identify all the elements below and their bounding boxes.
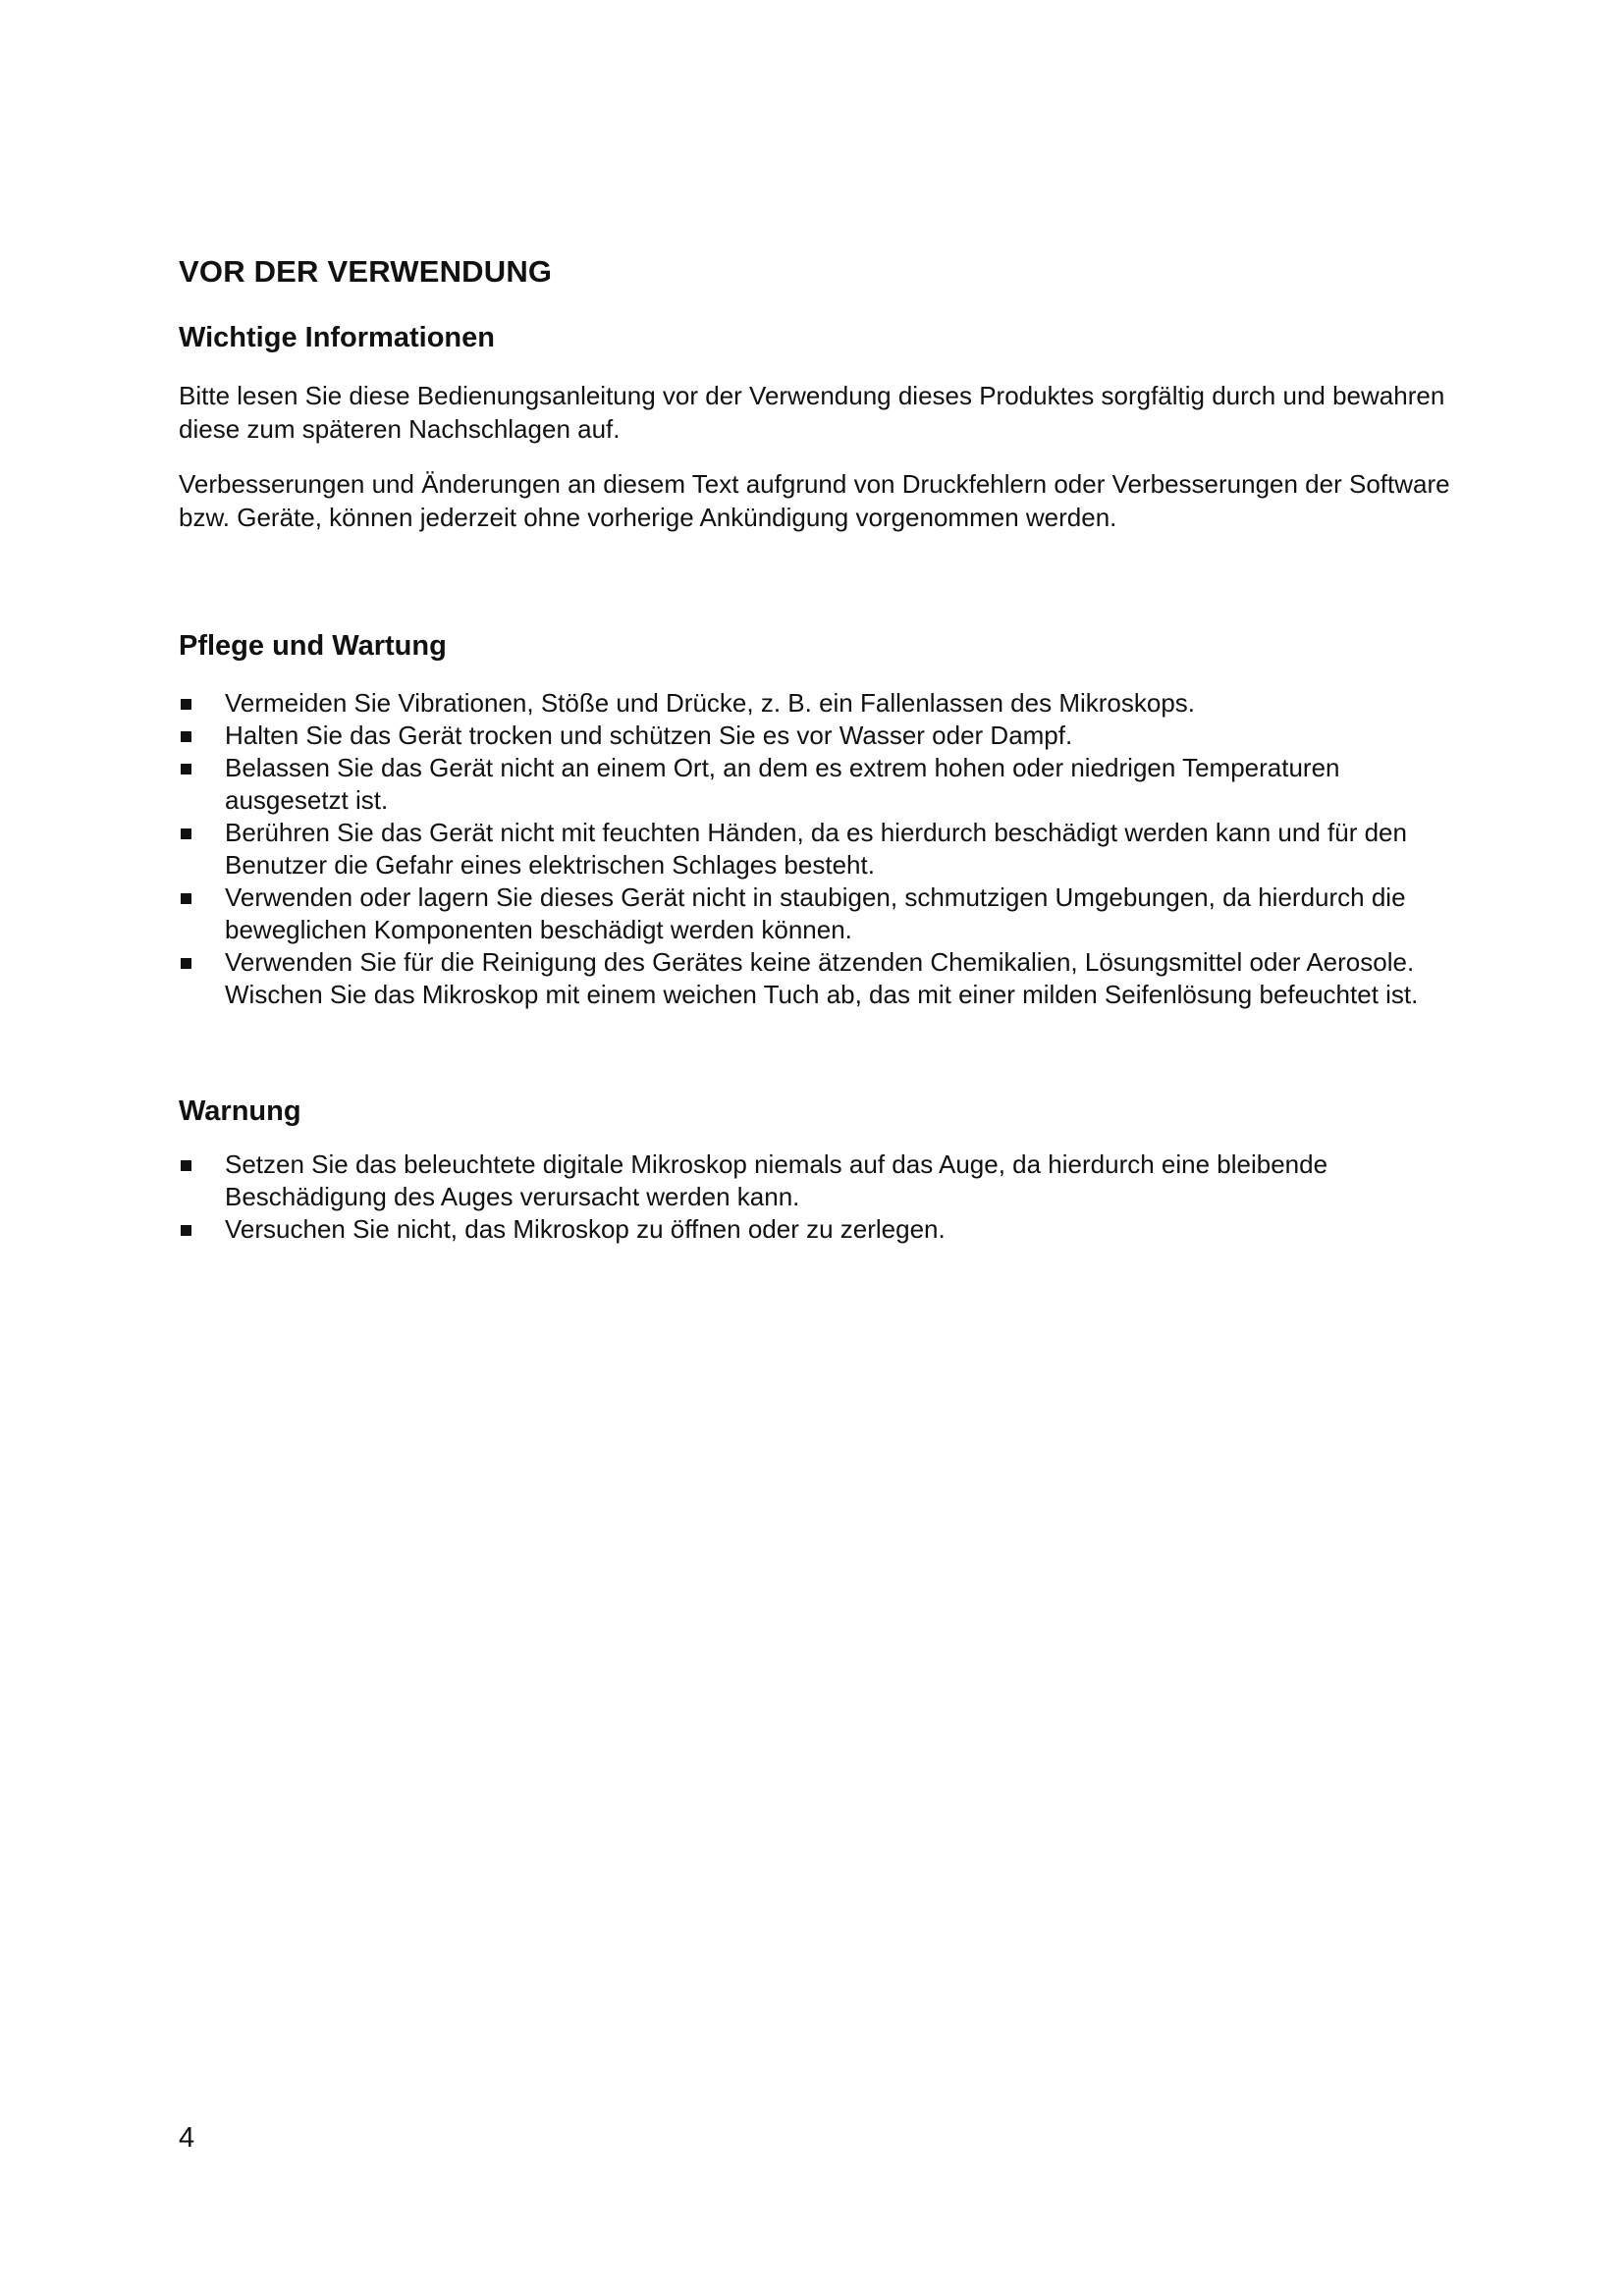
section-heading-pflege-und-wartung: Pflege und Wartung — [179, 630, 447, 662]
bullet-square-icon — [181, 1225, 191, 1236]
section-heading-warnung: Warnung — [179, 1095, 301, 1127]
list-item — [179, 946, 1455, 1011]
list-item-text: Belassen Sie das Gerät nicht an einem Ort, an dem es extrem hohen oder niedrigen Temperaturen ausgesetzt ist. — [225, 753, 1340, 815]
bullet-square-icon — [181, 893, 191, 904]
list-item-text: Setzen Sie das beleuchtete digitale Mikroskop niemals auf das Auge, da hierdurch eine bleibende Beschädigung des Auges verursacht werden kann. — [225, 1149, 1328, 1211]
list-item — [179, 1148, 1455, 1213]
bullet-square-icon — [181, 764, 191, 774]
bullet-square-icon — [181, 731, 191, 742]
list-item — [179, 1213, 1455, 1246]
bullet-square-icon — [181, 828, 191, 839]
page-content — [179, 253, 1455, 1246]
list-item — [179, 881, 1455, 946]
list-item — [179, 720, 1455, 752]
bullet-square-icon — [181, 958, 191, 969]
page-title: VOR DER VERWENDUNG — [179, 254, 553, 289]
list-item-text: Verwenden Sie für die Reinigung des Gerätes keine ätzenden Chemikalien, Lösungsmittel oder Aerosole. Wischen Sie das Mikroskop mit einem weichen Tuch ab, das mit einer milden Seifenlösung befeuchtet ist. — [225, 947, 1419, 1009]
paragraph-changes-notice: Verbesserungen und Änderungen an diesem Text aufgrund von Druckfehlern oder Verbesserungen der Software bzw. Geräte, können jederzeit ohne vorherige Ankündigung vorgenommen werden. — [179, 469, 1450, 532]
list-item — [179, 752, 1455, 817]
list-item-text: Verwenden oder lagern Sie dieses Gerät nicht in staubigen, schmutzigen Umgebungen, da hierdurch die beweglichen Komponenten beschädigt werden können. — [225, 882, 1406, 944]
care-bullet-list — [179, 687, 1455, 1011]
list-item — [179, 817, 1455, 881]
bullet-square-icon — [181, 1160, 191, 1171]
bullet-square-icon — [181, 699, 191, 710]
list-item-text: Versuchen Sie nicht, das Mikroskop zu öffnen oder zu zerlegen. — [225, 1214, 946, 1244]
section-heading-wichtige-informationen: Wichtige Informationen — [179, 322, 495, 353]
list-item-text: Halten Sie das Gerät trocken und schützen Sie es vor Wasser oder Dampf. — [225, 721, 1073, 750]
paragraph-read-manual: Bitte lesen Sie diese Bedienungsanleitung vor der Verwendung dieses Produktes sorgfältig durch und bewahren diese zum späteren Nachschlagen auf. — [179, 381, 1445, 444]
page-number: 4 — [179, 2122, 195, 2154]
list-item-text: Vermeiden Sie Vibrationen, Stöße und Drücke, z. B. ein Fallenlassen des Mikroskops. — [225, 688, 1196, 718]
warning-bullet-list — [179, 1148, 1455, 1246]
list-item-text: Berühren Sie das Gerät nicht mit feuchten Händen, da es hierdurch beschädigt werden kann und für den Benutzer die Gefahr eines elektrischen Schlages besteht. — [225, 818, 1407, 880]
list-item — [179, 687, 1455, 720]
